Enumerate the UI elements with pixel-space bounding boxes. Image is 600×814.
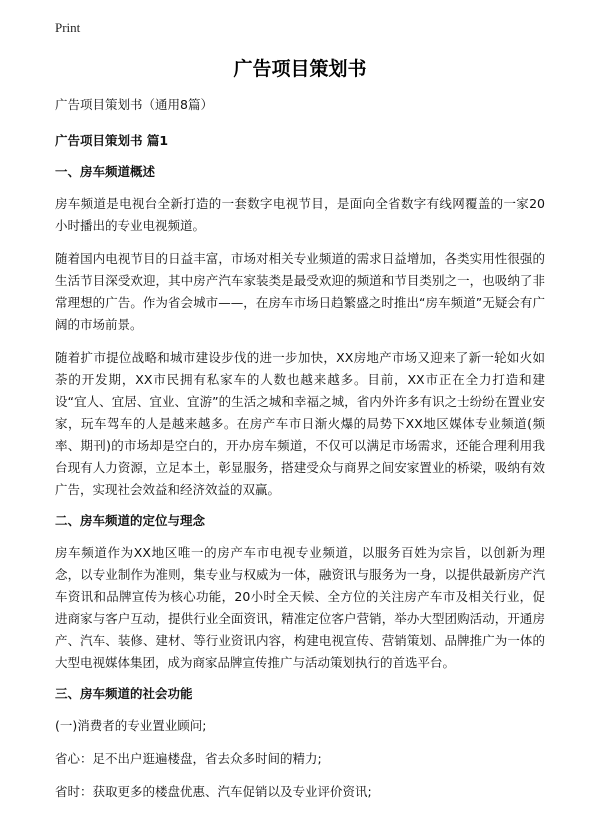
section-heading-positioning: 二、房车频道的定位与理念 xyxy=(55,513,206,528)
document-body xyxy=(55,96,545,814)
section-heading-social-function: 三、房车频道的社会功能 xyxy=(55,686,193,701)
paragraph: 省时：获取更多的楼盘优惠、汽车促销以及专业评价资讯; xyxy=(55,784,372,799)
document-subtitle: 广告项目策划书（通用8篇） xyxy=(55,97,213,112)
paragraph: (一)消费者的专业置业顾问; xyxy=(55,718,207,733)
article-title: 广告项目策划书 篇1 xyxy=(55,133,169,148)
paragraph: 随着扩市提位战略和城市建设步伐的进一步加快，XX房地产市场又迎来了新一轮如火如荼的开发期，XX市民拥有私家车的人数也越来越多。目前，XX市正在全力打造和建设“宜人、宜居、宜业、宜游”的生活之城和幸福之城，省内外许多有识之士纷纷在置业安家，玩车驾车的人是越来越多。在房产车市日渐火爆的局势下XX地区媒体专业频道(频率、期刊)的市场却是空白的，开办房车频道，不仅可以满足市场需求，还能合理利用我台现有人力资源，立足本土，彰显服务，搭建受众与商界之间安家置业的桥梁，吸纳有效广告，实现社会效益和经济效益的双赢。 xyxy=(55,350,545,497)
paragraph: 房车频道是电视台全新打造的一套数字电视节目，是面向全省数字有线网覆盖的一家20小时播出的专业电视频道。 xyxy=(55,196,545,233)
paragraph: 省心：足不出户逛遍楼盘，省去众多时间的精力; xyxy=(55,751,322,766)
paragraph: 随着国内电视节目的日益丰富，市场对相关专业频道的需求日益增加，各类实用性很强的生活节目深受欢迎，其中房产汽车家装类是最受欢迎的频道和节目类别之一，也吸纳了非常理想的广告。作为省会城市——，在房车市场日趋繁盛之时推出“房车频道”无疑会有广阔的市场前景。 xyxy=(55,251,545,332)
section-heading-overview: 一、房车频道概述 xyxy=(55,164,156,179)
document-title: 广告项目策划书 xyxy=(233,58,367,80)
print-link[interactable]: Print xyxy=(55,20,81,35)
paragraph: 房车频道作为XX地区唯一的房产车市电视专业频道，以服务百姓为宗旨，以创新为理念，以专业制作为准则，集专业与权威为一体，融资讯与服务为一身，以提供最新房产汽车资讯和品牌宣传为核心功能，20小时全天候、全方位的关注房产车市及相关行业，促进商家与客户互动，提供行业全面资讯，精准定位客户营销，举办大型团购活动，开通房产、汽车、装修、建材、等行业资讯内容，构建电视宣传、营销策划、品牌推广为一体的大型电视媒体集团，成为商家品牌宣传推广与活动策划执行的首选平台。 xyxy=(55,545,545,670)
